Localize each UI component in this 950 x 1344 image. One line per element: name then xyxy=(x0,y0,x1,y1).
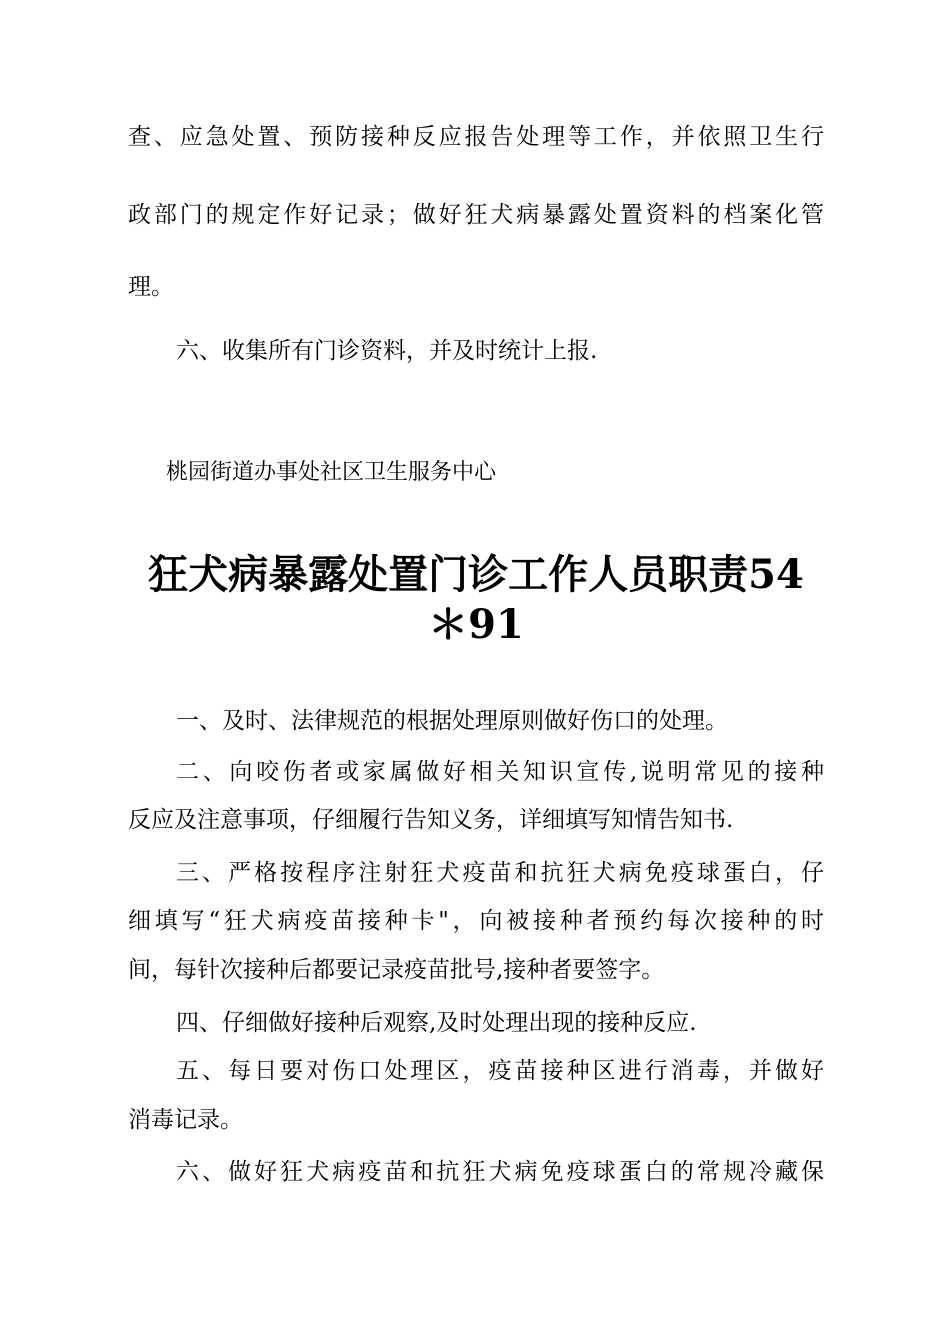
duty-2-line-1: 二、向咬伤者或家属做好相关知识宣传,说明常见的接种 xyxy=(176,759,824,785)
prev-paragraph-5-line-1: 查、应急处置、预防接种反应报告处理等工作，并依照卫生行 xyxy=(128,124,824,150)
duty-3-line-3: 间，每针次接种后都要记录疫苗批号,接种者要签字。 xyxy=(128,957,665,983)
duty-5-line-1: 五、每日要对伤口处理区，疫苗接种区进行消毒，并做好 xyxy=(176,1058,824,1084)
duty-6-line-1: 六、做好狂犬病疫苗和抗狂犬病免疫球蛋白的常规冷藏保 xyxy=(176,1159,824,1185)
page-title-line-1: 狂犬病暴露处置门诊工作人员职责54 xyxy=(148,551,804,598)
duty-3-line-2: 细填写“狂犬病疫苗接种卡"，向被接种者预约每次接种的时 xyxy=(128,908,824,934)
duty-3-line-1: 三、严格按程序注射狂犬疫苗和抗狂犬病免疫球蛋白，仔 xyxy=(176,860,824,886)
prev-paragraph-5-line-3: 理。 xyxy=(128,274,174,300)
duty-5-line-2: 消毒记录。 xyxy=(128,1107,243,1133)
duty-2-line-2: 反应及注意事项，仔细履行告知义务，详细填写知情告知书. xyxy=(128,807,734,833)
prev-paragraph-5-line-2: 政部门的规定作好记录；做好狂犬病暴露处置资料的档案化管 xyxy=(128,202,824,228)
prev-paragraph-6: 六、收集所有门诊资料，并及时统计上报. xyxy=(176,338,598,364)
page-title-line-2: ＊91 xyxy=(428,601,524,648)
duty-1-line-1: 一、及时、法律规范的根据处理原则做好伤口的处理。 xyxy=(176,708,728,734)
organization-name: 桃园街道办事处社区卫生服务中心 xyxy=(166,460,497,485)
duty-4-line-1: 四、仔细做好接种后观察,及时处理出现的接种反应. xyxy=(176,1010,697,1036)
